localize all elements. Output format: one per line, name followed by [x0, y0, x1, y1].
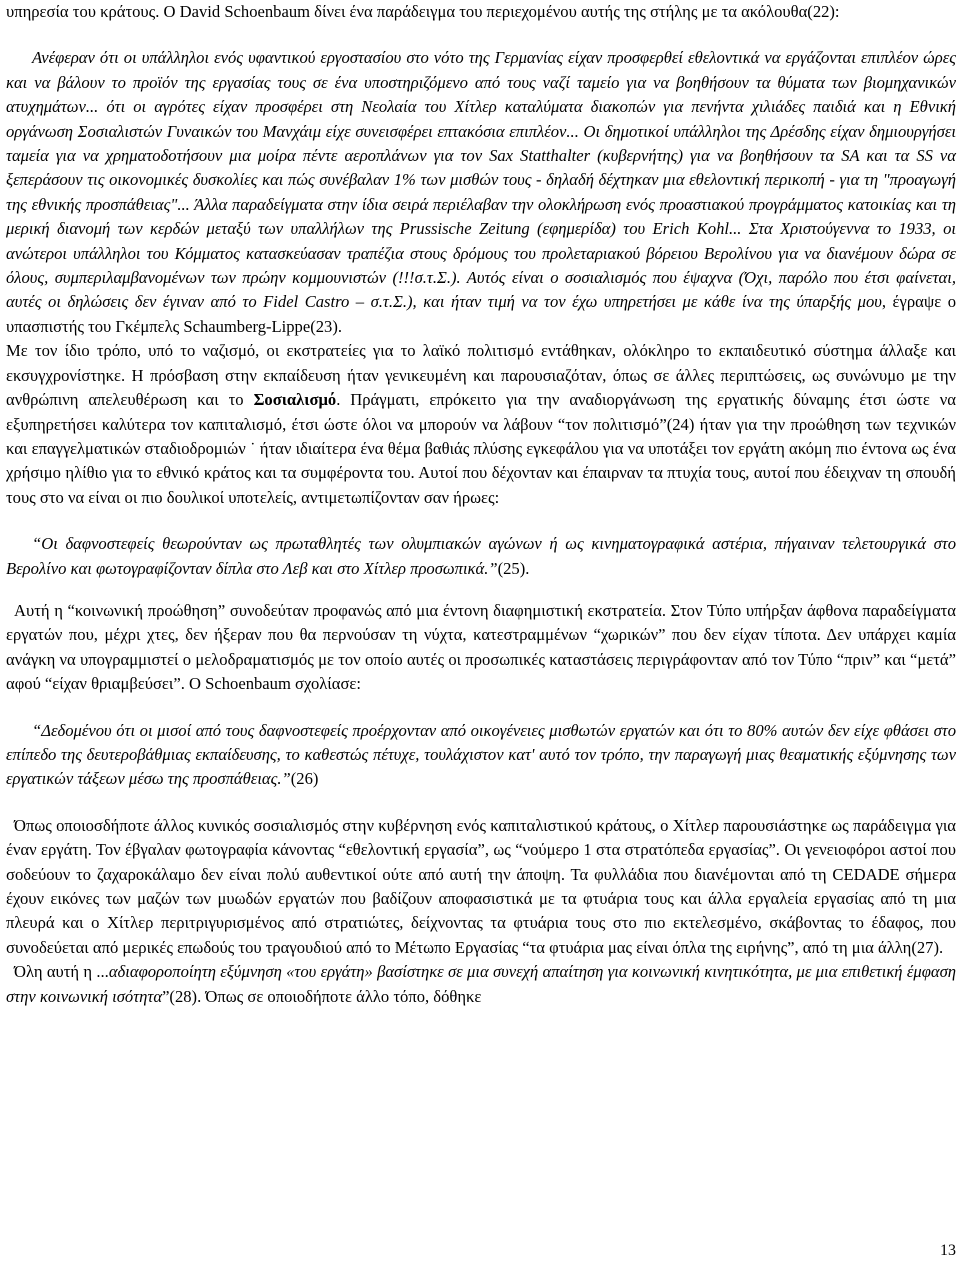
quote-1-attribution: , έγραψε ο υπασπιστής του Γκέμπελς Schaumberg-Lippe(23). — [6, 292, 957, 336]
paragraph-social-promotion: Αυτή η “κοινωνική προώθηση” συνοδεύταν προφανώς από μια έντονη διαφημιστική εκστρατεία. Στον Τύπο υπήρξαν άφθονα παραδείγματα εργατών που, μέχρι χτες, δεν ήξεραν που θα περνούσαν τη νύχτα, κατεστραμμένων “χωρικών” που δεν είχαν τίποτα. Δεν υπάρχει καμία ανάγκη να υπογραμμιστεί ο μελοδραματισμός με τον οποίο αυτές οι προσωπικές καταστάσεις περιγράφονταν από τον Τύπο “πριν” και “μετά” αφού “είχαν θριαμβεύσει”. Ο Schoenbaum σχολίασε: — [6, 600, 956, 694]
paragraph-glorification — [6, 960, 956, 1009]
quote-3-ref: (26) — [290, 769, 319, 789]
page-number: 13 — [940, 1241, 956, 1259]
quote-3-text: “Δεδομένου ότι οι μισοί από τους δαφνοστεφείς προέρχονταν από οικογένειες μισθωτών εργατών και ότι το 80% αυτών δεν είχε φθάσει στο επίπεδο της δευτεροβάθμιας εκπαίδευσης, το καθεστώς πέτυχε, τουλάχιστον κατ' αυτό τον τρόπο, την παραγωγή μιας θεαματικής εξύμνησης των εργατικών τάξεων μέσω της προσπάθειας.” — [6, 720, 956, 789]
socialism-bold-term: Σοσιαλισμό — [253, 390, 337, 410]
quote-block-1 — [6, 46, 956, 339]
quote-block-3 — [6, 719, 956, 792]
paragraph-glorification-lead: Όλη αυτή η ... — [14, 962, 109, 982]
paragraph-hitler-worker: Όπως οποιοσδήποτε άλλος κυνικός σοσιαλισμός στην κυβέρνηση ενός καπιταλιστικού κράτους, ο Χίτλερ παρουσιάστηκε ως παράδειγμα για έναν εργάτη. Τον έβγαλαν φωτογραφία κάνοντας “εθελοντική εργασία”, ως “νούμερο 1 στα στρατόπεδα εργασίας”. Οι γενειοφόροι αστοί που σοδεύουν το ζαχαροκάλαμο δεν είναι πολύ αυθεντικοί ούτε από αυτή την άποψη. Τα φυλλάδια που διανέμονται από τη CEDADE σήμερα έχουν εικόνες των μαζών των μυωδών εργατών που βαδίζουν αποφασιστικά με τα φτυάρια τους και άλλα εργαλεία εργασίας από τη μια πλευρά και ο Χίτλερ περιτριγυρισμένος από στρατιώτες, δείχνοντας τα φτυάρια τους στο πιο εκτελεσμένο, σκάβοντας το έδαφος, που συνοδεύεται από μερικές επωδούς του τραγουδιού από το Μέτωπο Εργασίας “τα φτυάρια μας είναι όπλα της ειρήνης”, από τη μια άλλη(27). — [6, 815, 956, 957]
paragraph-glorification-tail: ”(28). Όπως σε οποιοδήποτε άλλο τόπο, δόθηκε — [162, 986, 482, 1006]
intro-paragraph: υπηρεσία του κράτους. Ο David Schoenbaum δίνει ένα παράδειγμα του περιεχομένου αυτής της στήλης με τα ακόλουθα(22): — [6, 2, 840, 21]
quote-block-2 — [6, 532, 956, 581]
paragraph-education — [6, 339, 956, 510]
quote-2-text: “Οι δαφνοστεφείς θεωρούνταν ως πρωταθλητές των ολυμπιακών αγώνων ή ως κινηματογραφικά αστέρια, πήγαιναν τελετουργικά στο Βερολίνο και φωτογραφίζονταν δίπλα στο Λεβ και στο Χίτλερ προσωπικά.” — [6, 534, 956, 578]
paragraph-education-part-1: Με τον ίδιο τρόπο, υπό το ναζισμό, οι εκστρατείες για το λαϊκό πολιτισμό εντάθηκαν, ολόκληρο το εκπαιδευτικό σύστημα άλλαξε και εκσυγχρονίστηκε. Η πρόσβαση στην εκπαίδευση ήταν γενικευμένη και παρουσιαζόταν, όπως σε άλλες περιπτώσεις, ως συνώνυμο με την ανθρώπινη απελευθέρωση και το — [6, 341, 956, 410]
paragraph-glorification-italic: αδιαφοροποίητη εξύμνηση «του εργάτη» βασίστηκε σε μια συνεχή απαίτηση για κοινωνική κινητικότητα, με μια επιθετική έμφαση στην κοινωνική ισότητα — [6, 962, 956, 1006]
document-page — [6, 0, 956, 1009]
quote-1-text: Ανέφεραν ότι οι υπάλληλοι ενός υφαντικού εργοστασίου στο νότο της Γερμανίας είχαν προσφερθεί εθελοντικά να εργάζονται επιπλέον ώρες και να βάλουν το προϊόν της εργασίας τους σε ένα υποστηριζόμενο από τους ναζί ταμείο για να βοηθήσουν τα θύματα των βιομηχανικών ατυχημάτων... ότι οι αγρότες είχαν προσφέρει στη Νεολαία του Χίτλερ καταλύματα διακοπών για πενήντα χιλιάδες παιδιά και η Εθνική οργάνωση Σοσιαλιστών Γυναικών του Μανχάιμ είχε συνεισφέρει επτακόσια επιπλέον... Οι δημοτικοί υπάλληλοι της Δρέσδης είχαν δημιουργήσει ταμεία για να χρηματοδοτήσουν μια μοίρα πέντε αεροπλάνων για τον Sax Statthalter (κυβερνήτης) για να βοηθήσουν τα SA και τα SS να ξεπεράσουν τις οικονομικές δυσκολίες και πώς συνέβαλαν 1% των μισθών τους - δηλαδή δέχτηκαν μια εθελοντική περικοπή - για τη "προαγωγή της εθνικής προσπάθειας"... Άλλα παραδείγματα στην ίδια σειρά περιέλαβαν την ολοκλήρωση ενός προαστιακού προγράμματος κατοικίας και τη μερική διανομή των κερδών μεταξύ των υπαλλήλων της Prussische Zeitung (εφημερίδα) του Erich Kohl... Στα Χριστούγεννα το 1933, οι ανώτεροι υπάλληλοι του Κόμματος κατασκεύασαν τραπέζια στους δρόμους του προλεταριακού βόρειου Βερολίνου για να διανέμουν δώρα σε όλους, συμπεριλαμβανομένων των πρώην κομμουνιστών (!!!σ.τ.Σ.). Αυτός είναι ο σοσιαλισμός που έψαχνα (Όχι, παρόλο που έτσι φαίνεται, αυτές οι δηλώσεις δεν έγιναν από το Fidel Castro – σ.τ.Σ.), και ήταν τιμή να τον έχω υπηρετήσει με κάθε ίνα της ύπαρξής μου — [6, 48, 956, 312]
quote-2-ref: (25). — [497, 558, 530, 578]
paragraph-education-part-2: . Πράγματι, επρόκειτο για την αναδιοργάνωση της εργατικής δύναμης έτσι ώστε να εξυπηρετήσει καλύτερα τον καπιταλισμό, έτσι ώστε όλοι να μπορούν να λάβουν “τον πολιτισμό”(24) ήταν για την προώθηση των τεχνικών και επαγγελματικών σταδιοδρομιών ˙ ήταν ιδιαίτερα ένα θέμα βαθιάς πλύσης εγκεφάλου για να υποτάξει τον εργάτη ακόμη πιο έντονα ως ένα χρήσιμο ηλίθιο για το εθνικό κράτος και τα συμφέροντα του. Αυτοί που δέχονταν και έπαιρναν τα πτυχία τους, αυτοί που έδειχναν τη σπουδή τους στο να είναι οι πιο δουλικοί υποτελείς, αντιμετωπίζονταν σαν ήρωες: — [6, 390, 956, 507]
